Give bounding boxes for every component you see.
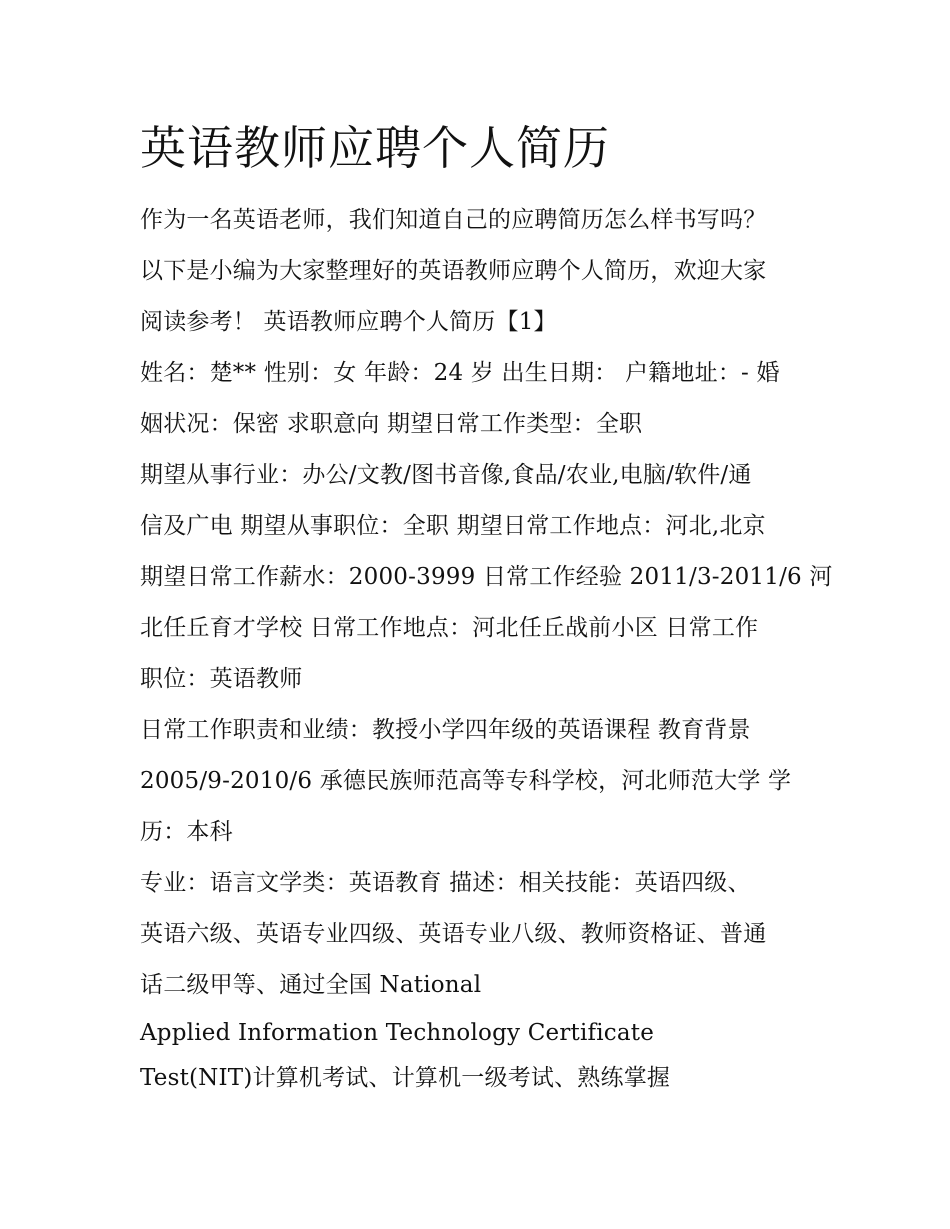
document-title: 英语教师应聘个人简历 bbox=[140, 121, 610, 175]
body-line: 期望从事行业：办公/文教/图书音像,食品/农业,电脑/软件/通 bbox=[140, 462, 752, 488]
document-page bbox=[140, 116, 833, 1101]
body-line: 阅读参考！ 英语教师应聘个人简历【1】 bbox=[140, 309, 557, 335]
body-line: 日常工作职责和业绩：教授小学四年级的英语课程 教育背景 bbox=[140, 717, 751, 743]
body-line: 英语六级、英语专业四级、英语专业八级、教师资格证、普通 bbox=[140, 921, 767, 947]
body-line: 话二级甲等、通过全国 National bbox=[140, 972, 482, 998]
body-line: 作为一名英语老师，我们知道自己的应聘简历怎么样书写吗？ bbox=[140, 207, 767, 233]
body-line: Test(NIT)计算机考试、计算机一级考试、熟练掌握 bbox=[140, 1065, 671, 1091]
body-line: 信及广电 期望从事职位：全职 期望日常工作地点：河北,北京 bbox=[140, 513, 766, 539]
body-line: 姻状况：保密 求职意向 期望日常工作类型：全职 bbox=[140, 411, 643, 437]
document-body bbox=[140, 195, 833, 1101]
body-line: 历：本科 bbox=[140, 819, 233, 845]
body-line: 北任丘育才学校 日常工作地点：河北任丘战前小区 日常工作 bbox=[140, 615, 759, 641]
body-line: 专业：语言文学类：英语教育 描述：相关技能：英语四级、 bbox=[140, 870, 751, 896]
body-line: 2005/9-2010/6 承德民族师范高等专科学校，河北师范大学 学 bbox=[140, 768, 792, 794]
body-line: 职位：英语教师 bbox=[140, 666, 303, 692]
body-line: Applied Information Technology Certificate bbox=[140, 1020, 655, 1046]
body-line: 姓名：楚** 性别：女 年龄：24 岁 出生日期： 户籍地址：- 婚 bbox=[140, 360, 780, 386]
body-line: 期望日常工作薪水：2000-3999 日常工作经验 2011/3-2011/6 河 bbox=[140, 564, 833, 590]
body-line: 以下是小编为大家整理好的英语教师应聘个人简历，欢迎大家 bbox=[140, 258, 767, 284]
